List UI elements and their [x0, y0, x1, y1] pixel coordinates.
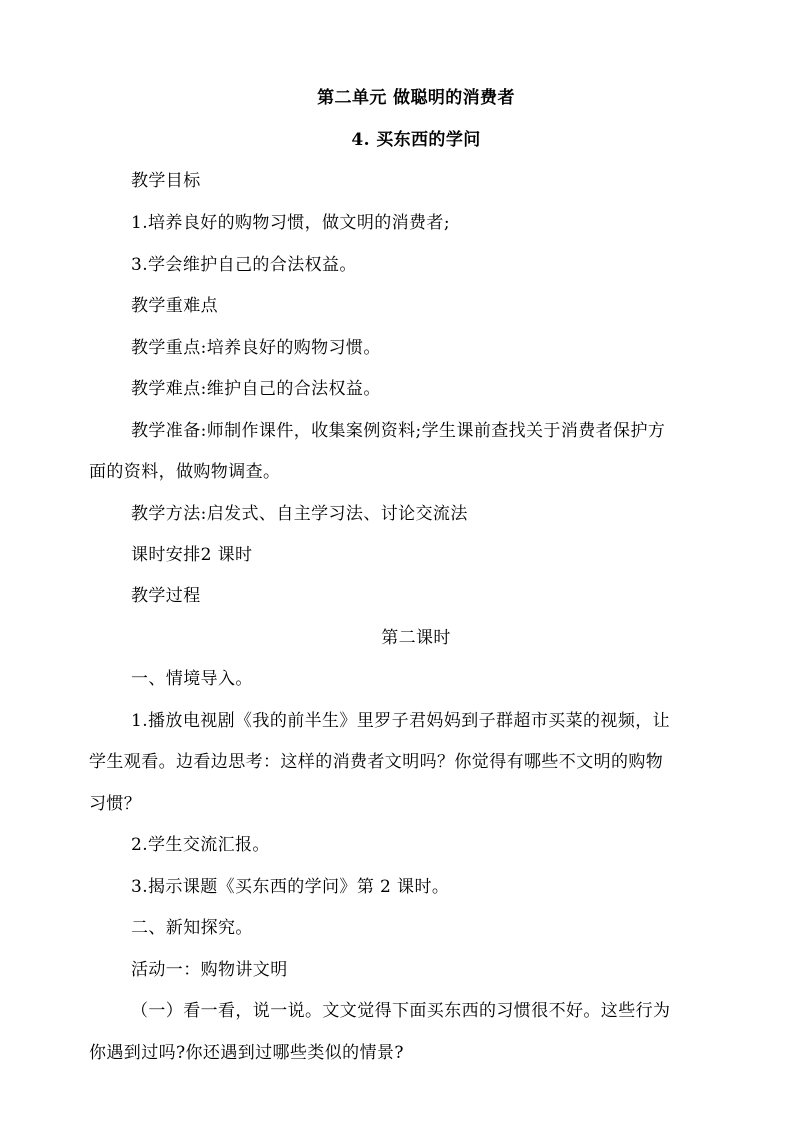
key-points-heading: 教学重难点 — [131, 296, 218, 316]
preparation-line-2: 面的资料，做购物调查。 — [89, 462, 281, 482]
session-title: 第二课时 — [381, 628, 451, 648]
step-1-line-1: 1.播放电视剧《我的前半生》里罗子君妈妈到子群超市买菜的视频，让 — [131, 711, 671, 731]
step-1-line-3: 习惯？ — [89, 794, 142, 814]
process-heading: 教学过程 — [131, 586, 201, 606]
key-point: 教学重点:培养良好的购物习惯。 — [131, 338, 381, 358]
activity-1-question-line-2: 你遇到过吗?你还遇到过哪些类似的情景? — [89, 1043, 404, 1063]
objective-3: 3.学会维护自己的合法权益。 — [131, 255, 357, 275]
teaching-methods: 教学方法:启发式、自主学习法、讨论交流法 — [131, 504, 468, 524]
unit-title: 第二单元 做聪明的消费者 — [317, 88, 515, 108]
class-schedule: 课时安排2 课时 — [131, 545, 253, 565]
objective-1: 1.培养良好的购物习惯，做文明的消费者; — [131, 213, 450, 233]
activity-1-heading: 活动一：购物讲文明 — [131, 960, 288, 980]
difficult-point: 教学难点:维护自己的合法权益。 — [131, 379, 381, 399]
step-1-line-2: 学生观看。边看边思考：这样的消费者文明吗？你觉得有哪些不文明的购物 — [89, 752, 664, 772]
lesson-title: 4. 买东西的学问 — [351, 130, 481, 150]
section-2-heading: 二、新知探究。 — [131, 918, 253, 938]
activity-1-question-line-1: （一）看一看，说一说。文文觉得下面买东西的习惯很不好。这些行为 — [131, 1001, 671, 1021]
step-3: 3.揭示课题《买东西的学问》第 2 课时。 — [131, 877, 450, 897]
objectives-heading: 教学目标 — [131, 171, 201, 191]
section-1-heading: 一、情境导入。 — [131, 669, 253, 689]
step-2: 2.学生交流汇报。 — [131, 835, 270, 855]
preparation-line-1: 教学准备:师制作课件，收集案例资料;学生课前查找关于消费者保护方 — [131, 421, 666, 441]
